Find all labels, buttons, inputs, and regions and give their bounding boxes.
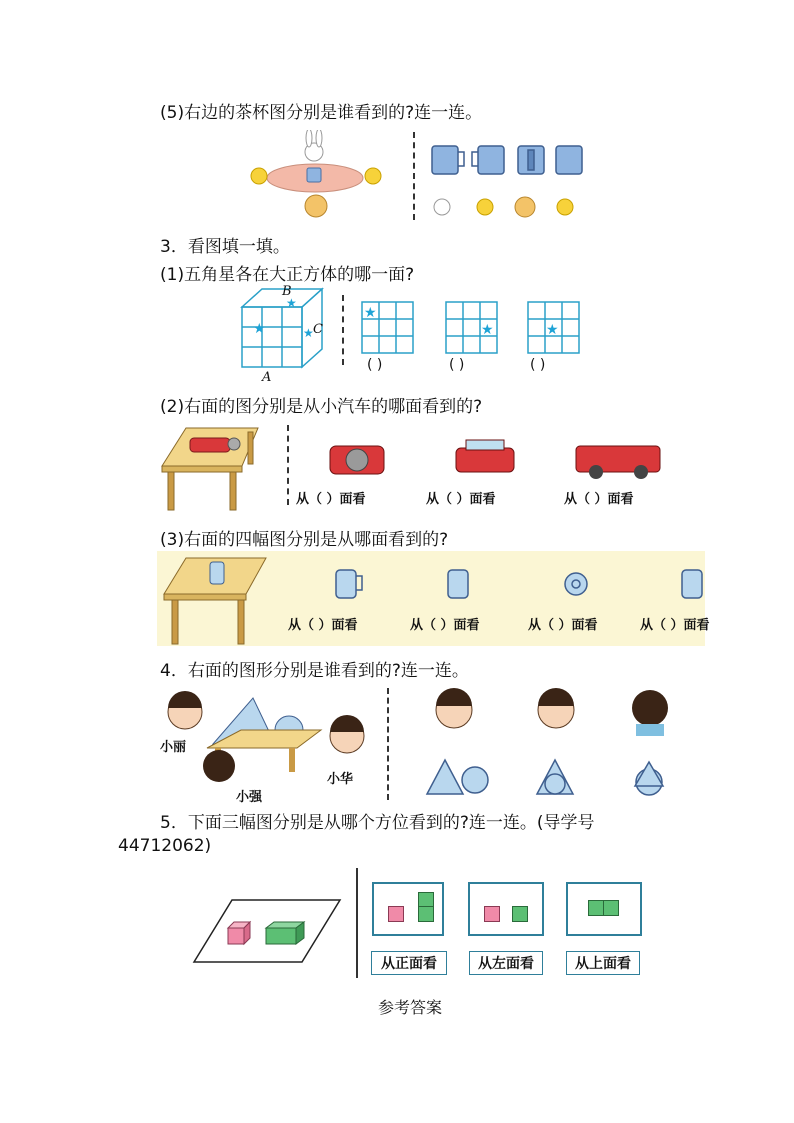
car-on-table bbox=[158, 422, 263, 512]
section5-title: 5．下面三幅图分别是从哪个方位看到的?连一连。(导学号 bbox=[160, 813, 595, 833]
car-caption-3[interactable]: 从（ ）面看 bbox=[564, 492, 634, 507]
section3-sub1: (1)五角星各在大正方体的哪一面? bbox=[160, 265, 415, 285]
pot-caption-4[interactable]: 从（ ）面看 bbox=[640, 618, 710, 633]
section4-title: 4．右面的图形分别是谁看到的?连一连。 bbox=[160, 661, 469, 681]
car-caption-2[interactable]: 从（ ）面看 bbox=[426, 492, 496, 507]
pot-caption-3[interactable]: 从（ ）面看 bbox=[528, 618, 598, 633]
pot-on-table bbox=[160, 554, 270, 646]
svg-text:★: ★ bbox=[546, 322, 559, 338]
divider-q5b bbox=[356, 868, 358, 978]
svg-text:★: ★ bbox=[286, 296, 297, 310]
pot-views[interactable] bbox=[330, 560, 710, 604]
car-views[interactable] bbox=[326, 436, 666, 481]
name-xiaoqiang: 小强 bbox=[236, 790, 263, 805]
cube-label-c: C bbox=[313, 322, 323, 337]
name-xiaoli: 小丽 bbox=[160, 740, 187, 755]
tag-left-view[interactable]: 从左面看 bbox=[469, 951, 543, 975]
pot-caption-1[interactable]: 从（ ）面看 bbox=[288, 618, 358, 633]
blocks-on-plane bbox=[192, 896, 342, 966]
view-box-1[interactable] bbox=[372, 882, 444, 936]
divider-q4 bbox=[387, 688, 389, 800]
pink-square bbox=[484, 906, 500, 922]
section3-sub2: (2)右面的图分别是从小汽车的哪面看到的? bbox=[160, 397, 483, 417]
svg-text:★: ★ bbox=[481, 322, 494, 338]
green-square bbox=[512, 906, 528, 922]
tag-front-view[interactable]: 从正面看 bbox=[371, 951, 447, 975]
svg-text:★: ★ bbox=[253, 321, 266, 337]
green-square bbox=[418, 906, 434, 922]
name-xiaohua: 小华 bbox=[327, 772, 354, 787]
answer-heading: 参考答案 bbox=[378, 998, 443, 1017]
pink-square bbox=[388, 906, 404, 922]
children-heads bbox=[428, 684, 678, 738]
shape-views[interactable] bbox=[425, 756, 685, 796]
section3-sub3: (3)右面的四幅图分别是从哪面看到的? bbox=[160, 530, 449, 550]
section3-title: 3．看图填一填。 bbox=[160, 237, 290, 257]
cube-label-a: A bbox=[262, 370, 272, 385]
tag-top-view[interactable]: 从上面看 bbox=[566, 951, 640, 975]
teacup-table-scene bbox=[245, 130, 385, 220]
view-box-2[interactable] bbox=[468, 882, 544, 936]
car-caption-1[interactable]: 从（ ）面看 bbox=[296, 492, 366, 507]
svg-text:★: ★ bbox=[303, 326, 314, 340]
q5-title: (5)右边的茶杯图分别是谁看到的?连一连。 bbox=[160, 103, 483, 123]
blank-2[interactable]: ( ) bbox=[449, 357, 465, 373]
face-grids bbox=[360, 300, 600, 356]
section5-number: 44712062) bbox=[118, 836, 212, 856]
cube-label-b: B bbox=[282, 284, 292, 299]
green-square bbox=[603, 900, 619, 916]
green-square bbox=[588, 900, 604, 916]
divider-q3-1 bbox=[342, 295, 344, 365]
view-box-3[interactable] bbox=[566, 882, 642, 936]
svg-text:★: ★ bbox=[364, 305, 377, 321]
blank-3[interactable]: ( ) bbox=[530, 357, 546, 373]
cup-views[interactable] bbox=[430, 140, 590, 180]
viewer-icons bbox=[430, 190, 580, 220]
pot-caption-2[interactable]: 从（ ）面看 bbox=[410, 618, 480, 633]
divider-q3-2 bbox=[287, 425, 289, 505]
divider-q5 bbox=[413, 132, 415, 220]
blank-1[interactable]: ( ) bbox=[367, 357, 383, 373]
